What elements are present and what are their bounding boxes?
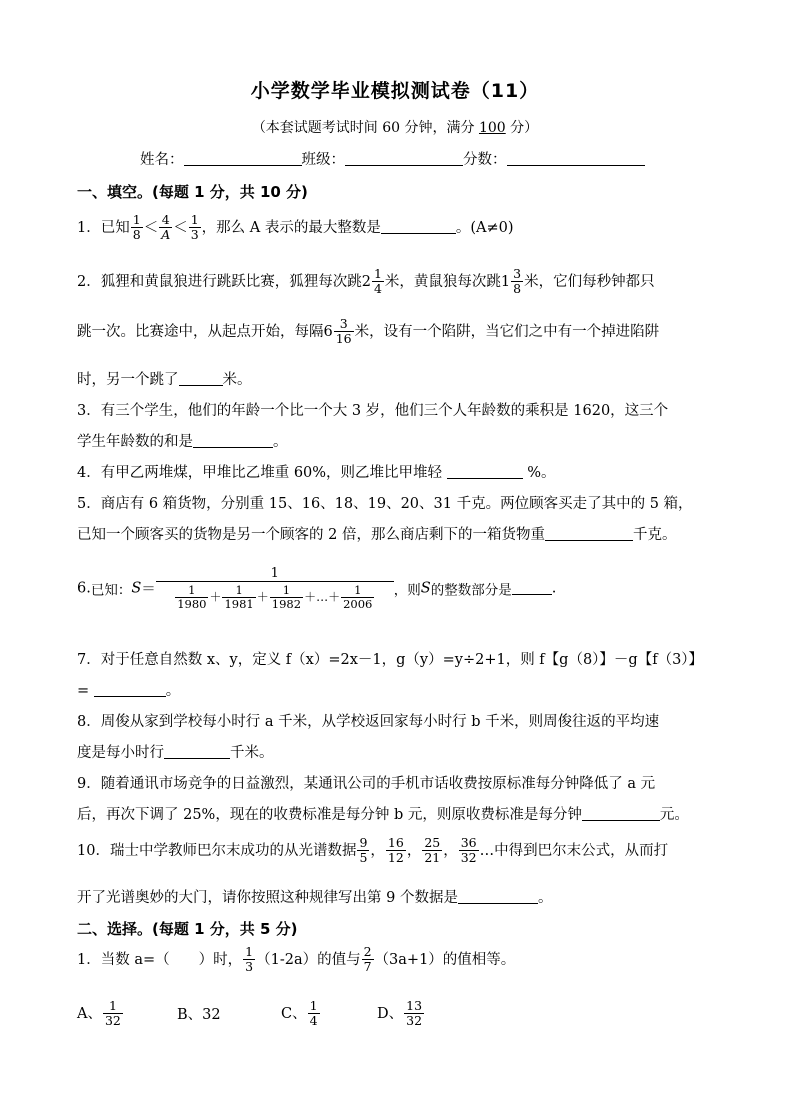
numerator: 16 <box>387 835 404 850</box>
denominator: 1981 <box>224 597 254 612</box>
option-c[interactable] <box>281 999 377 1029</box>
answer-blank[interactable] <box>193 435 273 448</box>
s2q1-text: 1．当数 a=（ ）时， <box>77 951 243 968</box>
question-5-line-2 <box>77 523 676 544</box>
q9-text: 元。 <box>659 807 689 823</box>
student-info-row <box>140 148 645 169</box>
q3-text: 学生年龄数的和是 <box>77 434 193 450</box>
fraction <box>459 836 479 866</box>
name-field[interactable] <box>184 151 302 166</box>
full-score: 100 <box>478 120 506 136</box>
answer-blank[interactable] <box>512 582 552 595</box>
comma: ， <box>370 842 385 859</box>
denominator: 12 <box>387 850 404 866</box>
fraction <box>341 584 374 611</box>
q10-text: 开了光谱奥妙的大门，请你按照这种规律写出第 9 个数据是 <box>77 890 458 906</box>
denominator: 3 <box>245 959 254 975</box>
fraction <box>243 945 255 975</box>
option-a-label: A、 <box>77 1005 102 1022</box>
fraction <box>159 213 172 243</box>
question-6 <box>77 566 556 611</box>
choice-question-1 <box>77 945 515 975</box>
question-5-line-1: 5．商店有 6 箱货物，分别重 15、16、18、19、20、31 千克。两位顾客买走了其中的 5 箱， <box>77 496 693 512</box>
plus-sign: ＋ <box>256 590 269 605</box>
q4-text: %。 <box>527 465 556 481</box>
denominator: 4 <box>309 1013 318 1029</box>
q10-text: 。 <box>537 890 553 906</box>
numerator: 4 <box>159 213 172 228</box>
option-d[interactable] <box>377 999 425 1029</box>
answer-blank[interactable] <box>582 808 660 821</box>
q6-text: . <box>551 580 557 597</box>
q9-text: 后，再次下调了 25%，现在的收费标准是每分钟 b 元，则原收费标准是每分钟 <box>77 807 582 823</box>
q10-text: …中得到巴尔末公式，从而打 <box>479 842 669 859</box>
q5-text: 千克。 <box>632 527 677 543</box>
q7-text: = <box>77 683 90 699</box>
q8-text: 度是每小时行 <box>77 745 164 761</box>
denominator: 7 <box>363 959 372 975</box>
numerator: 25 <box>424 835 441 850</box>
denominator: 21 <box>424 850 441 866</box>
numerator: 1 <box>341 584 374 598</box>
denominator-sum <box>156 582 394 611</box>
comma: ， <box>406 842 422 859</box>
numerator: 1 <box>222 584 255 598</box>
q2-text: 米，黄鼠狼每次跳 <box>384 273 501 290</box>
question-1 <box>77 213 514 243</box>
denominator: 16 <box>335 331 352 347</box>
s2q1-text: （1-2a）的值与 <box>256 951 361 968</box>
fraction <box>422 836 442 866</box>
fraction <box>404 999 424 1029</box>
numerator: 13 <box>406 998 423 1013</box>
score-label: 分数： <box>463 152 507 168</box>
q1-text-2: ，那么 A 表示的最大整数是 <box>201 219 381 236</box>
variable-s: S <box>131 580 142 597</box>
answer-blank[interactable] <box>94 684 166 697</box>
compound-fraction <box>156 566 394 611</box>
question-2-line-1 <box>77 267 655 297</box>
numerator: 1 <box>156 566 394 582</box>
page-title: 小学数学毕业模拟测试卷（11） <box>250 80 540 102</box>
q6-text: ，则 <box>393 582 421 599</box>
numerator: 3 <box>334 317 354 332</box>
class-field[interactable] <box>345 151 463 166</box>
q2-text: 跳一次。比赛途中，从起点开始，每隔 <box>77 323 324 340</box>
q6-text: 已知： <box>90 582 132 599</box>
denominator: 32 <box>406 1013 423 1029</box>
name-label: 姓名： <box>140 152 184 168</box>
numerator: 1 <box>132 212 141 227</box>
numerator: 1 <box>175 584 208 598</box>
q2-text: 2．狐狸和黄鼠狼进行跳跃比赛，狐狸每次跳 <box>77 273 362 290</box>
ellipsis: … <box>316 590 329 605</box>
option-c-label: C、 <box>281 1005 307 1022</box>
numerator: 1 <box>103 999 123 1014</box>
question-8-line-1: 8．周俊从家到学校每小时行 a 千米，从学校返回家每小时行 b 千米，则周俊往返的平均速 <box>77 714 660 730</box>
q1-text: 1．已知 <box>77 219 130 236</box>
denominator: 2006 <box>343 597 373 612</box>
fraction <box>222 584 255 611</box>
fraction <box>334 317 354 347</box>
fraction <box>511 267 523 297</box>
class-label: 班级： <box>301 152 345 168</box>
q10-text: 10．瑞士中学教师巴尔末成功的从光谱数据 <box>77 842 357 859</box>
plus-sign: ＋ <box>209 590 222 605</box>
q2-text: 米，它们每秒钟都只 <box>524 273 655 290</box>
q4-text: 4．有甲乙两堆煤，甲堆比乙堆重 60%，则乙堆比甲堆轻 <box>77 465 443 481</box>
numerator: 3 <box>513 266 522 281</box>
denominator: 1980 <box>177 597 207 612</box>
answer-blank[interactable] <box>545 528 633 541</box>
answer-blank[interactable] <box>179 373 223 386</box>
denominator: 1982 <box>271 597 302 612</box>
answer-blank[interactable] <box>447 466 523 479</box>
fraction <box>308 999 320 1029</box>
question-2-line-2 <box>77 317 659 347</box>
variable-s: S <box>420 580 431 597</box>
question-8-line-2 <box>77 741 274 762</box>
q2-text: 米，设有一个陷阱，当它们之中有一个掉进陷阱 <box>354 323 660 340</box>
mixed-whole: 1 <box>500 273 511 290</box>
s2q1-text: （3a+1）的值相等。 <box>374 951 516 968</box>
numerator: 36 <box>460 835 477 850</box>
numerator: 2 <box>363 944 372 959</box>
fraction <box>362 945 374 975</box>
denominator: 4 <box>373 281 382 297</box>
denominator: A <box>161 227 171 243</box>
numerator: 1 <box>245 944 254 959</box>
option-a[interactable] <box>77 999 177 1029</box>
mixed-whole: 2 <box>361 273 371 290</box>
q2-text: 时，另一个跳了 <box>77 372 179 388</box>
question-10-line-2 <box>77 886 552 907</box>
exam-subtitle <box>0 117 790 137</box>
question-4 <box>77 461 556 482</box>
q8-text: 千米。 <box>230 745 274 761</box>
fraction <box>103 999 123 1029</box>
fraction <box>131 213 143 243</box>
section-2-heading: 二、选择。(每题 1 分，共 5 分) <box>77 920 298 938</box>
denominator: 3 <box>190 227 199 243</box>
answer-blank[interactable] <box>458 891 538 904</box>
q3-text: 。 <box>273 434 288 450</box>
question-10-line-1 <box>77 836 668 866</box>
equals-sign: ＝ <box>141 582 156 599</box>
option-d-label: D、 <box>377 1005 404 1022</box>
option-b[interactable]: B、32 <box>177 1007 221 1024</box>
less-than-sign: ＜ <box>173 219 188 236</box>
q6-text: 的整数部分是 <box>430 582 512 599</box>
fraction <box>386 836 406 866</box>
choice-options <box>77 999 425 1029</box>
comma: ， <box>443 842 458 859</box>
plus-sign: ＋ <box>328 590 341 605</box>
fraction <box>357 836 369 866</box>
fraction <box>175 584 208 611</box>
question-3-line-2 <box>77 430 288 451</box>
plus-sign: ＋ <box>304 590 317 605</box>
question-9-line-1: 9．随着通讯市场竞争的日益激烈，某通讯公司的手机市话收费按原标准每分钟降低了 a 元 <box>77 776 656 792</box>
denominator: 5 <box>359 850 368 866</box>
fraction <box>372 267 384 297</box>
numerator: 1 <box>190 212 199 227</box>
fraction <box>270 584 303 611</box>
denominator: 8 <box>513 281 522 297</box>
answer-blank[interactable] <box>381 221 456 234</box>
q5-text: 已知一个顾客买的货物是另一个顾客的 2 倍，那么商店剩下的一箱货物重 <box>77 527 545 543</box>
denominator: 32 <box>104 1013 121 1029</box>
numerator: 1 <box>309 998 318 1013</box>
question-7-line-2 <box>77 679 180 700</box>
denominator: 32 <box>460 850 477 866</box>
subtitle-post: 分） <box>505 120 539 136</box>
question-3-line-1: 3．有三个学生，他们的年龄一个比一个大 3 岁，他们三个人年龄数的乘积是 1620，这三个 <box>77 403 669 419</box>
q6-number: 6. <box>77 580 91 597</box>
q1-text-3: 。(A≠0) <box>455 219 514 236</box>
fraction <box>189 213 201 243</box>
numerator: 1 <box>270 584 303 598</box>
score-field[interactable] <box>507 151 645 166</box>
question-7-line-1: 7．对于任意自然数 x、y，定义 f（x）=2x－1，g（y）=y÷2+1，则 f【g（8）】－g【f（3）】 <box>77 652 704 668</box>
q2-text: 米。 <box>222 372 252 388</box>
less-than-sign: ＜ <box>143 219 159 236</box>
question-2-line-3 <box>77 368 252 389</box>
denominator: 8 <box>132 227 141 243</box>
question-9-line-2 <box>77 803 689 824</box>
section-1-heading: 一、填空。(每题 1 分，共 10 分) <box>77 183 308 201</box>
numerator: 9 <box>359 835 368 850</box>
numerator: 1 <box>373 266 382 281</box>
mixed-whole: 6 <box>323 323 333 340</box>
q7-text: 。 <box>165 683 181 699</box>
answer-blank[interactable] <box>164 746 230 759</box>
subtitle-pre: （本套试题考试时间 60 分钟，满分 <box>251 120 479 136</box>
